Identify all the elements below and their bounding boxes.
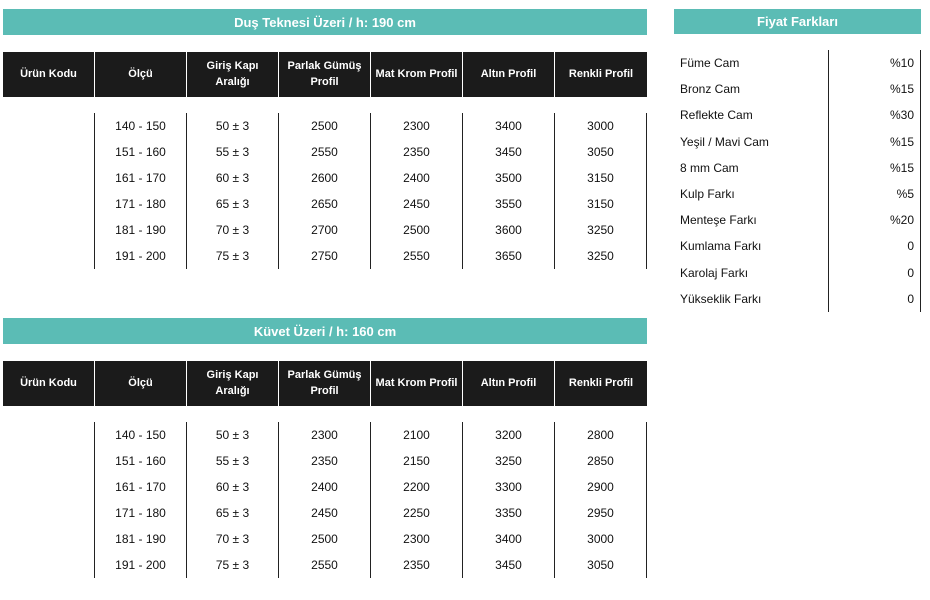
- table-cell: [3, 422, 94, 448]
- price-label: Yeşil / Mavi Cam: [680, 134, 769, 149]
- table-cell: 2350: [403, 558, 430, 572]
- table-cell: 161 - 170: [115, 480, 166, 494]
- header-size: Ölçü: [95, 52, 187, 97]
- price-label: Reflekte Cam: [680, 108, 753, 123]
- table-cell: 2550: [403, 249, 430, 263]
- table-cell: 3050: [587, 558, 614, 572]
- price-label: Kumlama Farkı: [680, 239, 762, 254]
- price-differences-table: [674, 50, 921, 312]
- table-cell: 3150: [587, 171, 614, 185]
- header-color-profile: Renkli Profil: [568, 376, 634, 389]
- header-door-gap: Giriş Kapı Aralığı: [187, 52, 279, 97]
- table-cell: 2850: [587, 454, 614, 468]
- table-cell: 2800: [587, 428, 614, 442]
- table-cell: 3250: [495, 454, 522, 468]
- shower-tray-table: [3, 9, 647, 269]
- table-cell: 75 ± 3: [215, 249, 250, 263]
- table-cell: 2650: [311, 197, 338, 211]
- table-cell: 151 - 160: [115, 145, 166, 159]
- table-cell: 2250: [403, 506, 430, 520]
- price-value: %15: [889, 82, 914, 97]
- header-silver-profile: Parlak Gümüş Profil: [279, 361, 371, 406]
- header-chrome-profile: Mat Krom Profil: [371, 52, 463, 97]
- table-cell: 60 ± 3: [215, 480, 250, 494]
- table-cell: 3000: [587, 119, 614, 133]
- table-cell: 3400: [495, 119, 522, 133]
- header-silver-profile: Parlak Gümüş Profil: [279, 52, 371, 97]
- table-cell: 50 ± 3: [215, 428, 250, 442]
- column-color-profile: [555, 422, 647, 578]
- table-cell: 171 - 180: [115, 197, 166, 211]
- price-label: Menteşe Farkı: [680, 213, 757, 228]
- table-cell: 181 - 190: [115, 223, 166, 237]
- table-cell: 2400: [311, 480, 338, 494]
- column-silver-profile: [279, 113, 371, 269]
- price-label: 8 mm Cam: [680, 160, 739, 175]
- table-cell: 3000: [587, 532, 614, 546]
- price-value: %10: [889, 56, 914, 71]
- price-value: %15: [889, 160, 914, 175]
- table-cell: [3, 217, 94, 243]
- price-label: Füme Cam: [680, 56, 740, 71]
- table-cell: [3, 165, 94, 191]
- header-chrome-profile: Mat Krom Profil: [371, 361, 463, 406]
- column-chrome-profile: [371, 422, 463, 578]
- price-label: Yükseklik Farkı: [680, 291, 762, 306]
- price-differences-panel: [674, 9, 921, 312]
- price-differences-title: Fiyat Farkları: [674, 9, 921, 34]
- header-gold-profile: Altın Profil: [463, 52, 555, 97]
- table-cell: 3450: [495, 558, 522, 572]
- table-cell: [3, 113, 94, 139]
- table-cell: 2600: [311, 171, 338, 185]
- table-cell: 3250: [587, 249, 614, 263]
- table-cell: 2500: [403, 223, 430, 237]
- table-cell: 140 - 150: [115, 119, 166, 133]
- column-size: [95, 113, 187, 269]
- table-cell: 3400: [495, 532, 522, 546]
- table-cell: 3150: [587, 197, 614, 211]
- column-gold-profile: [463, 113, 555, 269]
- table-cell: 3550: [495, 197, 522, 211]
- table-cell: 2300: [403, 532, 430, 546]
- price-label: Karolaj Farkı: [680, 265, 749, 280]
- table-header: [3, 52, 647, 97]
- table-cell: 3450: [495, 145, 522, 159]
- table-cell: 70 ± 3: [215, 223, 250, 237]
- table-cell: 2300: [403, 119, 430, 133]
- table-cell: [3, 139, 94, 165]
- header-size: Ölçü: [95, 361, 187, 406]
- price-values-column: [829, 50, 921, 312]
- table-cell: 191 - 200: [115, 249, 166, 263]
- header-color-profile: Renkli Profil: [568, 67, 634, 80]
- table-cell: 2350: [403, 145, 430, 159]
- table-cell: 2300: [311, 428, 338, 442]
- price-value: %15: [889, 134, 914, 149]
- table-cell: [3, 474, 94, 500]
- price-value: %30: [889, 108, 914, 123]
- table-cell: 2400: [403, 171, 430, 185]
- table-body: [3, 422, 647, 578]
- price-value: 0: [907, 291, 914, 306]
- table-cell: 2700: [311, 223, 338, 237]
- table-cell: 2350: [311, 454, 338, 468]
- table-cell: [3, 526, 94, 552]
- price-label: Bronz Cam: [680, 82, 741, 97]
- table-cell: [3, 500, 94, 526]
- table-cell: 55 ± 3: [215, 145, 250, 159]
- table-cell: 55 ± 3: [215, 454, 250, 468]
- price-value: %5: [896, 187, 914, 202]
- price-value: 0: [907, 265, 914, 280]
- column-product-code: [3, 113, 95, 269]
- table-cell: 2150: [403, 454, 430, 468]
- table-header: [3, 361, 647, 406]
- table-cell: 191 - 200: [115, 558, 166, 572]
- table-cell: 2750: [311, 249, 338, 263]
- table-cell: 2200: [403, 480, 430, 494]
- table-cell: [3, 243, 94, 269]
- table-cell: 2550: [311, 558, 338, 572]
- column-size: [95, 422, 187, 578]
- table-title: Küvet Üzeri / h: 160 cm: [3, 318, 647, 344]
- table-cell: 3500: [495, 171, 522, 185]
- table-cell: 65 ± 3: [215, 197, 250, 211]
- table-cell: 2500: [311, 119, 338, 133]
- table-cell: 171 - 180: [115, 506, 166, 520]
- table-cell: 2500: [311, 532, 338, 546]
- price-label: Kulp Farkı: [680, 187, 735, 202]
- column-gold-profile: [463, 422, 555, 578]
- table-cell: 181 - 190: [115, 532, 166, 546]
- table-cell: 2950: [587, 506, 614, 520]
- price-value: 0: [907, 239, 914, 254]
- table-cell: 3650: [495, 249, 522, 263]
- header-product-code: Ürün Kodu: [3, 52, 95, 97]
- price-value: %20: [889, 213, 914, 228]
- table-cell: 2100: [403, 428, 430, 442]
- table-cell: 65 ± 3: [215, 506, 250, 520]
- price-labels-column: [674, 50, 829, 312]
- header-door-gap: Giriş Kapı Aralığı: [187, 361, 279, 406]
- column-color-profile: [555, 113, 647, 269]
- column-silver-profile: [279, 422, 371, 578]
- table-cell: [3, 448, 94, 474]
- table-cell: [3, 552, 94, 578]
- table-cell: 75 ± 3: [215, 558, 250, 572]
- table-cell: 70 ± 3: [215, 532, 250, 546]
- column-door-gap: [187, 113, 279, 269]
- header-gold-profile: Altın Profil: [463, 361, 555, 406]
- table-body: [3, 113, 647, 269]
- table-cell: 2900: [587, 480, 614, 494]
- table-cell: 3050: [587, 145, 614, 159]
- table-cell: 2450: [311, 506, 338, 520]
- header-product-code: Ürün Kodu: [3, 361, 95, 406]
- table-cell: 2550: [311, 145, 338, 159]
- table-cell: 50 ± 3: [215, 119, 250, 133]
- column-door-gap: [187, 422, 279, 578]
- table-cell: 161 - 170: [115, 171, 166, 185]
- table-cell: 60 ± 3: [215, 171, 250, 185]
- column-product-code: [3, 422, 95, 578]
- table-cell: 140 - 150: [115, 428, 166, 442]
- table-cell: 3600: [495, 223, 522, 237]
- table-title: Duş Teknesi Üzeri / h: 190 cm: [3, 9, 647, 35]
- table-cell: 151 - 160: [115, 454, 166, 468]
- table-cell: [3, 191, 94, 217]
- table-cell: 3200: [495, 428, 522, 442]
- table-cell: 2450: [403, 197, 430, 211]
- bathtub-table: [3, 318, 647, 578]
- column-chrome-profile: [371, 113, 463, 269]
- table-cell: 3250: [587, 223, 614, 237]
- table-cell: 3300: [495, 480, 522, 494]
- table-cell: 3350: [495, 506, 522, 520]
